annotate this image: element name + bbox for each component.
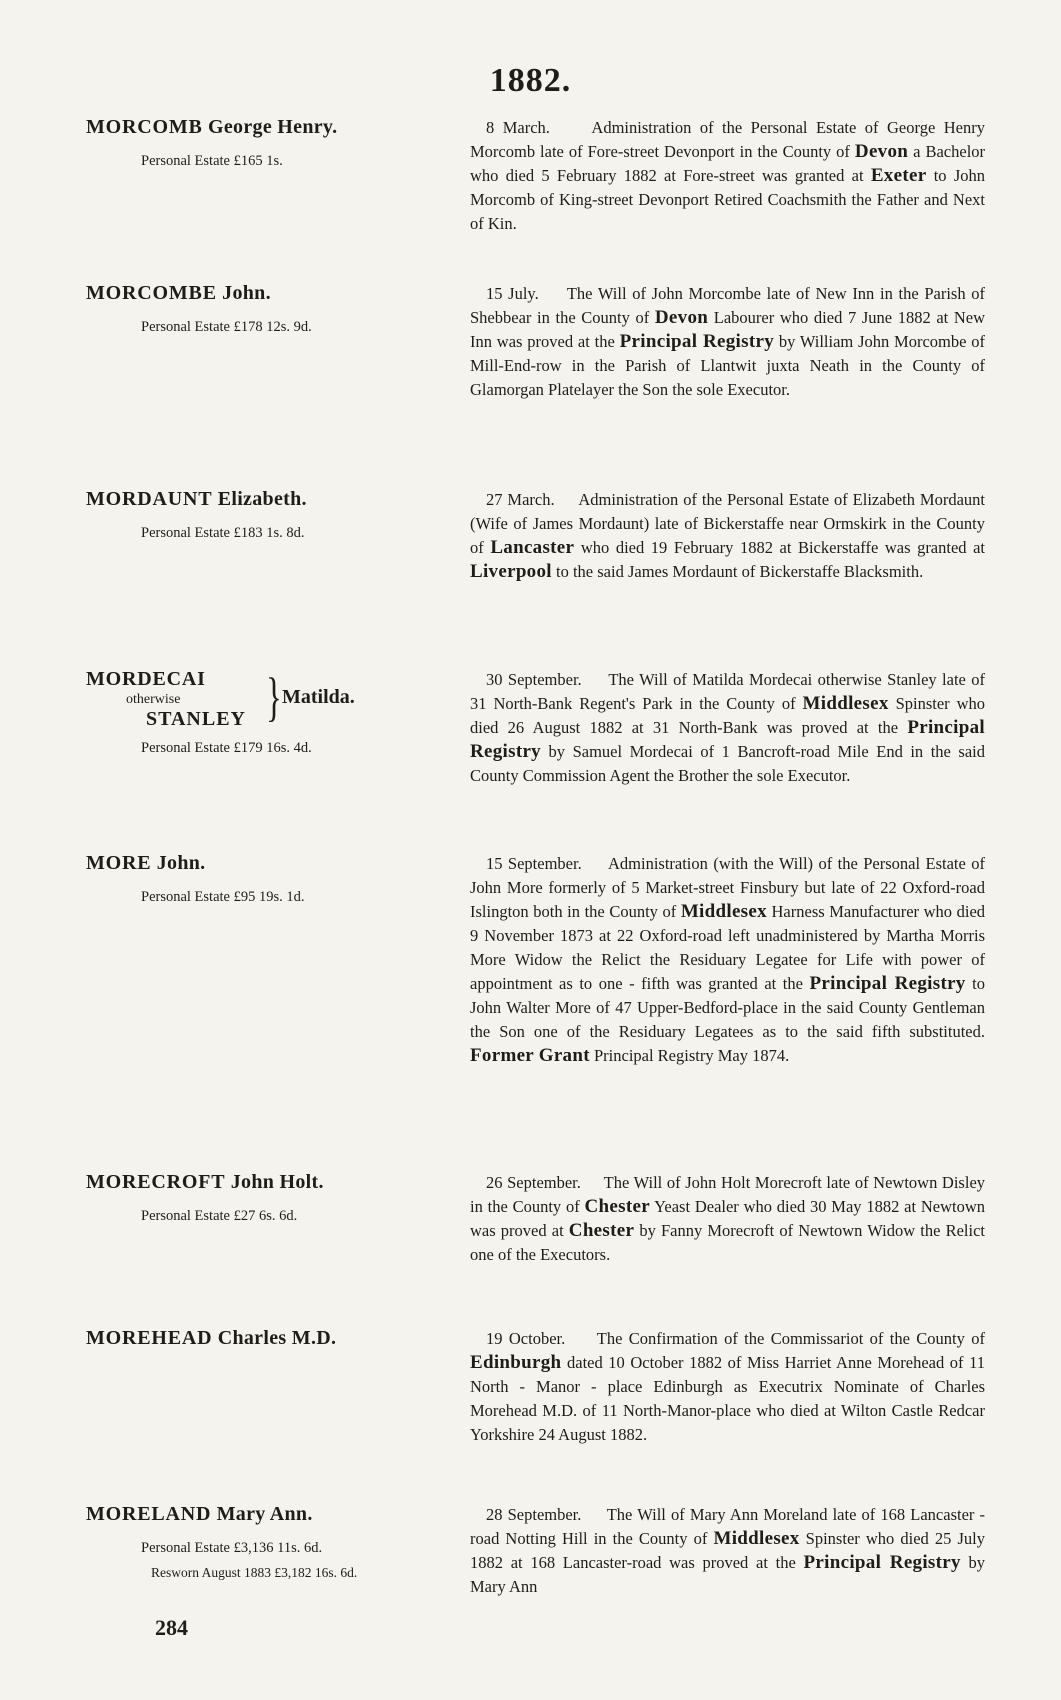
personal-estate: Personal Estate £183 1s. 8d. xyxy=(141,525,305,541)
entry-text: 26 September. The Will of John Holt Morecroft late of Newtown Disley in the County of Chester Yeast Dealer who died 30 May 1882 at Newtown was proved at Chester by Fanny Morecroft of Newtown Widow the Relict one of the Executors. xyxy=(470,1173,986,1264)
entry-text: 27 March. Administration of the Personal Estate of Elizabeth Mordaunt (Wife of James Mordaunt) late of Bickerstaffe near Ormskirk in the County of Lancaster who died 19 February 1882 at Bickerstaffe was granted at Liverpool to the said James Mordaunt of Bickerstaffe Blacksmith. xyxy=(470,490,986,582)
entry-heading xyxy=(86,488,466,542)
entry-name: MORELAND Mary Ann. xyxy=(86,1503,313,1525)
personal-estate: Personal Estate £3,136 11s. 6d. xyxy=(141,1540,323,1556)
entry-name: MORDAUNT Elizabeth. xyxy=(86,488,307,510)
entry-heading xyxy=(86,668,466,757)
personal-estate: Personal Estate £165 1s. xyxy=(141,153,283,169)
entry-heading xyxy=(86,1327,466,1350)
entry-text: 15 July. The Will of John Morcombe late of New Inn in the Parish of Shebbear in the County of Devon Labourer who died 7 June 1882 at New Inn was proved at the Principal Registry by William John Morcombe of Mill-End-row in the Parish of Llantwit juxta Neath in the County of Glamorgan Platelayer the Son the sole Executor. xyxy=(470,284,986,399)
entry-name: MORECROFT John Holt. xyxy=(86,1171,324,1193)
page-year-heading: 1882. xyxy=(489,62,572,99)
entry-text: 28 September. The Will of Mary Ann Moreland late of 168 Lancaster - road Notting Hill in the County of Middlesex Spinster who died 25 July 1882 at 168 Lancaster-road was proved at the Principal Registry by Mary Ann xyxy=(470,1505,986,1596)
personal-estate: Personal Estate £178 12s. 9d. xyxy=(141,319,312,335)
entry-heading xyxy=(86,1503,466,1581)
entry-heading xyxy=(86,116,466,170)
entry-text: 8 March. Administration of the Personal Estate of George Henry Morcomb late of Fore-street Devonport in the County of Devon a Bachelor who died 5 February 1882 at Fore-street was granted at Exeter to John Morcomb of King-street Devonport Retired Coachsmith the Father and Next of Kin. xyxy=(470,118,986,233)
entry-name: MORCOMBE John. xyxy=(86,282,271,304)
entry-heading xyxy=(86,852,466,906)
alias-word: otherwise xyxy=(126,692,181,707)
brace-glyph: } xyxy=(266,667,282,727)
entry-heading xyxy=(86,282,466,336)
entry-name: MOREHEAD Charles M.D. xyxy=(86,1327,337,1349)
entry-name: MORCOMB George Henry. xyxy=(86,116,338,138)
entry-name xyxy=(86,668,466,738)
personal-estate: Personal Estate £95 19s. 1d. xyxy=(141,889,305,905)
alias-surname: MORDECAI xyxy=(86,668,206,690)
entry-heading xyxy=(86,1171,466,1225)
given-name: Matilda. xyxy=(282,686,355,708)
entry-text: 30 September. The Will of Matilda Mordecai otherwise Stanley late of 31 North-Bank Regent's Park in the County of Middlesex Spinster who died 26 August 1882 at 31 North-Bank was proved at the Principal Registry by Samuel Mordecai of 1 Bancroft-road Mile End in the said County Commission Agent the Brother the sole Executor. xyxy=(470,670,986,785)
page-number: 284 xyxy=(155,1615,188,1640)
alias-surname-2: STANLEY xyxy=(146,708,246,730)
entry-text: 15 September. Administration (with the Will) of the Personal Estate of John More formerly of 5 Market-street Finsbury but late of 22 Oxford-road Islington both in the County of Middlesex Harness Manufacturer who died 9 November 1873 at 22 Oxford-road left unadministered by Martha Morris More Widow the Relict the Residuary Legatee for Life with power of appointment as to one - fifth was granted at the Principal Registry to John Walter More of 47 Upper-Bedford-place in the said County Gentleman the Son one of the Residuary Legatees as to the said fifth substituted. Former Grant Principal Registry May 1874. xyxy=(470,854,986,1066)
entry-text: 19 October. The Confirmation of the Commissariot of the County of Edinburgh dated 10 October 1882 of Miss Harriet Anne Morehead of 11 North - Manor - place Edinburgh as Executrix Nominate of Charles Morehead M.D. of 11 North-Manor-place who died at Wilton Castle Redcar Yorkshire 24 August 1882. xyxy=(470,1329,986,1444)
entry-name: MORE John. xyxy=(86,852,206,874)
personal-estate: Personal Estate £179 16s. 4d. xyxy=(141,740,312,756)
personal-estate: Personal Estate £27 6s. 6d. xyxy=(141,1208,298,1224)
resworn-estate: Resworn August 1883 £3,182 16s. 6d. xyxy=(151,1565,358,1580)
